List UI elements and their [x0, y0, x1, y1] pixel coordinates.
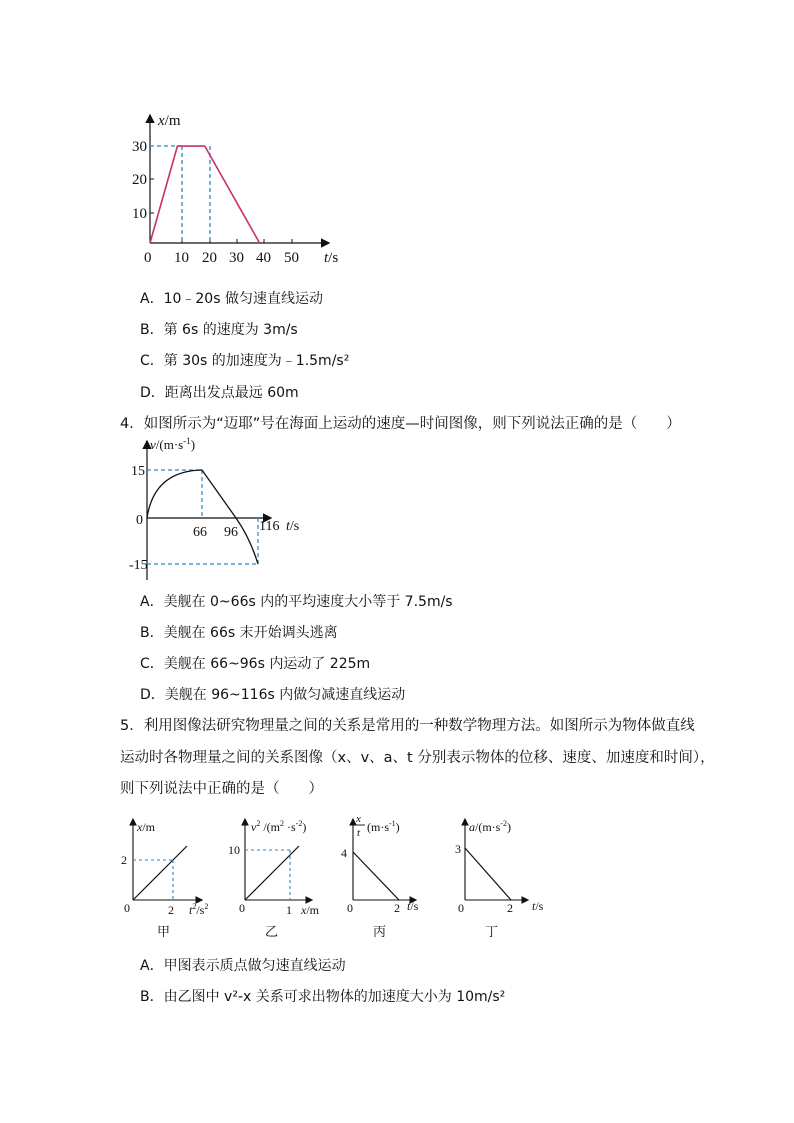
- q4-option-b: B．美舰在 66s 末开始调头逃离: [140, 625, 338, 641]
- ding-caption: 丁: [485, 924, 499, 939]
- q4-stem: 4．如图所示为“迈耶”号在海面上运动的速度—时间图像，则下列说法正确的是（ ）: [120, 416, 681, 432]
- svg-text:t/s: t/s: [407, 899, 419, 913]
- q5-stem-line2: 运动时各物理量之间的关系图像（x、v、a、t 分别表示物体的位移、速度、加速度和时间），: [120, 750, 715, 766]
- vt-y-tick-neg15: -15: [129, 558, 148, 573]
- ding-y-tick: 3: [455, 842, 461, 856]
- fig-ding: [455, 819, 544, 939]
- xt-y-label: x/m: [158, 113, 181, 129]
- ding-data-line: [465, 848, 511, 900]
- bing-data-line: [353, 852, 399, 900]
- q5-stem-line1: 5．利用图像法研究物理量之间的关系是常用的一种数学物理方法。如图所示为物体做直线: [120, 718, 695, 734]
- xt-data-line: [150, 146, 260, 243]
- yi-origin: 0: [239, 901, 245, 915]
- xt-x-tick-10: 10: [174, 250, 189, 266]
- svg-text:t/s: t/s: [532, 899, 544, 913]
- q5-option-a: A．甲图表示质点做匀速直线运动: [140, 958, 346, 974]
- vt-y-tick-15: 15: [131, 464, 145, 479]
- vt-dash-guides: [147, 470, 258, 564]
- xt-x-tick-20: 20: [202, 250, 217, 266]
- yi-y-tick: 10: [228, 843, 240, 857]
- q4-option-a: A．美舰在 0~66s 内的平均速度大小等于 7.5m/s: [140, 594, 453, 610]
- svg-text:t: t: [357, 827, 361, 839]
- q5-figures: [115, 812, 555, 942]
- q3-option-b: B．第 6s 的速度为 3m/s: [140, 322, 298, 338]
- yi-caption: 乙: [265, 924, 279, 939]
- svg-text:(m·s-1): $(m\cdot s^{-1})$: [367, 819, 400, 834]
- jia-origin: 0: [124, 901, 130, 915]
- bing-caption: 丙: [373, 924, 387, 939]
- q5-option-b: B．由乙图中 v²-x 关系可求出物体的加速度大小为 10m/s²: [140, 989, 506, 1005]
- yi-x-tick: 1: [286, 903, 292, 917]
- q5-stem-line3: 则下列说法中正确的是（ ）: [120, 781, 323, 797]
- q3-option-c: C．第 30s 的加速度为﹣1.5m/s²: [140, 353, 350, 369]
- svg-text:v2 /(m2 ·s-2): $v^2$ $/(m^2 \cdot s^{-2})$: [251, 819, 307, 834]
- q3-option-a: A．10﹣20s 做匀速直线运动: [140, 291, 323, 307]
- vt-y-tick-0: 0: [136, 513, 143, 528]
- xt-x-tick-50: 50: [284, 250, 299, 266]
- ding-origin: 0: [458, 901, 464, 915]
- xt-y-tick-30: 30: [132, 139, 147, 155]
- vt-x-tick-116: 116: [259, 519, 280, 534]
- ding-x-tick: 2: [507, 901, 513, 915]
- xt-y-tick-20: 20: [132, 172, 147, 188]
- jia-y-tick: 2: [121, 853, 127, 867]
- xt-x-tick-30: 30: [229, 250, 244, 266]
- vt-y-label: $v/(m\cdot s^{-1})$: [150, 436, 196, 452]
- bing-origin: 0: [347, 901, 353, 915]
- fig-jia: [121, 820, 208, 939]
- svg-text:x/m: x/m: [301, 903, 319, 917]
- vt-x-tick-66: 66: [193, 525, 207, 540]
- q4-option-d: D．美舰在 96~116s 内做匀减速直线运动: [140, 687, 406, 703]
- svg-text:x: x: [356, 813, 361, 825]
- bing-x-tick: 2: [394, 901, 400, 915]
- q4-option-c: C．美舰在 66~96s 内运动了 225m: [140, 656, 371, 672]
- jia-x-tick: 2: [168, 903, 174, 917]
- xt-x-tick-40: 40: [256, 250, 271, 266]
- xt-x-tick-0: 0: [144, 250, 152, 266]
- xt-y-tick-10: 10: [132, 206, 147, 222]
- fig-yi: [228, 819, 320, 939]
- svg-text:a/(m·s-2): $a/(m\cdot s^{-2})$: [469, 819, 512, 834]
- xt-x-label: t/s: [324, 250, 339, 266]
- xt-graph: [132, 108, 360, 268]
- vt-x-label: t/s: [286, 519, 300, 534]
- yi-data-line: [245, 846, 299, 900]
- svg-text:x/m: x/m: [137, 820, 155, 834]
- xt-dash-guides: [150, 146, 210, 243]
- q3-option-d: D．距离出发点最远 60m: [140, 385, 299, 401]
- svg-text:t2/s2: $t^2/s^2$: [189, 902, 209, 917]
- vt-x-tick-96: 96: [224, 525, 238, 540]
- fig-bing: [341, 813, 419, 939]
- jia-data-line: [133, 846, 187, 900]
- vt-graph: [129, 436, 320, 583]
- jia-caption: 甲: [157, 924, 171, 939]
- bing-y-tick: 4: [341, 846, 347, 860]
